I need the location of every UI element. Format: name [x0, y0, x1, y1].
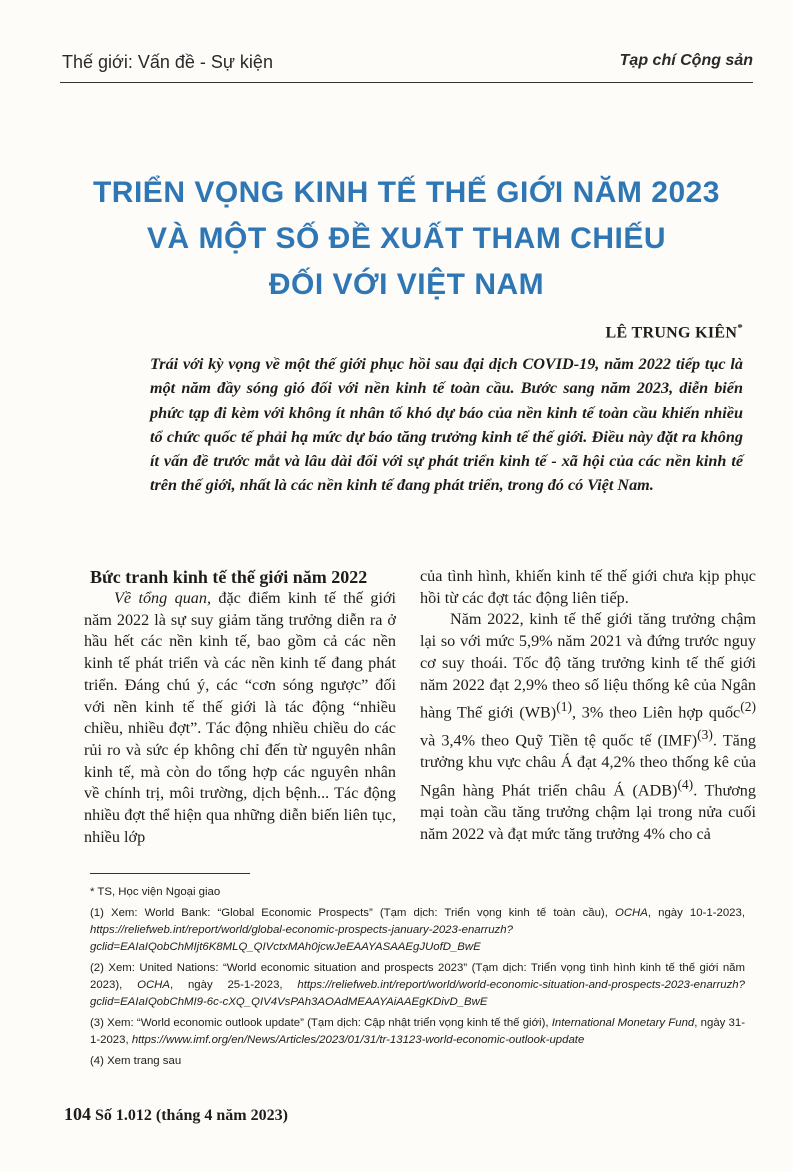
author-footnote-mark: *: [737, 322, 743, 334]
footnote-author: * TS, Học viện Ngoại giao: [90, 886, 221, 898]
issue-label: Số 1.012 (tháng 4 năm 2023): [95, 1107, 288, 1124]
footnote-text: , ngày 31-1-2023,: [90, 1017, 746, 1046]
footnote-ref-3[interactable]: (3): [697, 727, 713, 743]
running-header-section: Thế giới: Vấn đề - Sự kiện: [62, 52, 273, 72]
author-name: LÊ TRUNG KIÊN: [605, 324, 738, 342]
running-header-journal: Tạp chí Cộng sản: [619, 52, 753, 69]
paragraph-text: . Tăng trưởng khu vực châu Á đạt 4,2% theo thống kê của Ngân hàng Phát triển châu Á (ADB): [420, 731, 757, 800]
footnote-2: [90, 960, 745, 1011]
paragraph-text: đặc điểm kinh tế thế giới năm 2022 là sự suy giảm tăng trưởng diễn ra ở hầu hết các nền kinh tế, bao gồm cả các nền kinh tế phát triển và các nền kinh tế đang phát triển. Đáng chú ý, các “cơn sóng ngược” đối với nền kinh tế thế giới là tác động “nhiều chiều, nhiều đợt”. Tác động nhiều chiều do các rủi ro và sức ép không chỉ đến từ nguyên nhân kinh tế, mà còn do tổng hợp các nguyên nhân về chính trị, môi trường, dịch bệnh... Tác động nhiều đợt thể hiện qua những diễn biến liên tục, nhiều lớp: [84, 589, 396, 846]
lead-phrase: Về tổng quan,: [114, 589, 212, 607]
footnote-text: (2) Xem: United Nations: “World economic situation and prospects 2023” (Tạm dịch: Triển vọng tình hình kinh tế thế giới năm 2023),: [90, 962, 745, 991]
page-footer: [64, 1104, 288, 1125]
footnote-url[interactable]: https://www.imf.org/en/News/Articles/2023/01/31/tr-13123-world-economic-outlook-update: [131, 1034, 585, 1046]
footnotes: [90, 884, 745, 1074]
footnote-source: OCHA: [137, 979, 171, 991]
footnote-text: (3) Xem: “World economic outlook update” (Tạm dịch: Cập nhật triển vọng kinh tế thế giới),: [90, 1017, 552, 1029]
body-paragraph-2: [420, 609, 756, 845]
title-line-2: VÀ MỘT SỐ ĐỀ XUẤT THAM CHIẾU: [146, 222, 666, 255]
footnote-ref-1[interactable]: (1): [556, 699, 572, 715]
footnote-text: , ngày 10-1-2023,: [647, 907, 745, 919]
body-paragraph-continuation: của tình hình, khiến kinh tế thế giới chưa kịp phục hồi từ các đợt tác động liên tiếp.: [420, 567, 756, 607]
footnote-1: [90, 905, 745, 956]
paragraph-text: , 3% theo Liên hợp quốc: [571, 703, 741, 722]
footnote-source: International Monetary Fund: [551, 1017, 695, 1029]
footnote-url[interactable]: https://reliefweb.int/report/world/global-economic-prospects-january-2023-enarruzh?gclid=EAIaIQobChMIjt6K8MLQ_QIVctxMAh0jcwJeEAAYASAAEgJUofD_BwE: [90, 924, 513, 953]
title-line-3: ĐỐI VỚI VIỆT NAM: [268, 268, 545, 301]
paragraph-text: và 3,4% theo Quỹ Tiền tệ quốc tế (IMF): [420, 731, 698, 750]
body-column-left: [84, 566, 396, 848]
header-divider: [60, 82, 753, 83]
footnote-ref-4[interactable]: (4): [677, 777, 694, 793]
page-number: 104: [64, 1104, 91, 1124]
article-title: [60, 170, 753, 308]
footnote-4: (4) Xem trang sau: [90, 1055, 182, 1067]
paragraph-text: . Thương mại toàn cầu tăng trưởng chậm lại trong nửa cuối năm 2022 và đạt mức tăng trưởng 4% cho cả: [420, 781, 756, 843]
footnote-text: , ngày 25-1-2023,: [170, 979, 298, 991]
footnote-text: (1) Xem: World Bank: “Global Economic Prospects” (Tạm dịch: Triển vọng kinh tế toàn cầu),: [90, 907, 615, 919]
footnote-divider: [90, 873, 250, 874]
section-heading: Bức tranh kinh tế thế giới năm 2022: [90, 567, 368, 587]
footnote-3: [90, 1015, 745, 1049]
author-byline: [606, 322, 743, 342]
footnote-source: OCHA: [614, 907, 648, 919]
body-column-right: [420, 566, 756, 846]
article-abstract: Trái với kỳ vọng về một thế giới phục hồi sau đại dịch COVID-19, năm 2022 tiếp tục là một năm đầy sóng gió đối với nền kinh tế toàn cầu. Bước sang năm 2023, diễn biến phức tạp đi kèm với không ít nhân tố khó dự báo của nền kinh tế toàn cầu khiến nhiều tổ chức quốc tế phải hạ mức dự báo tăng trưởng kinh tế thế giới. Điều này đặt ra không ít vấn đề trước mắt và lâu dài đối với sự phát triển kinh tế - xã hội của các nền kinh tế trên thế giới, nhất là các nền kinh tế đang phát triển, trong đó có Việt Nam.: [150, 355, 743, 495]
footnote-ref-2[interactable]: (2): [740, 699, 756, 715]
footnote-url[interactable]: https://reliefweb.int/report/world/world-economic-situation-and-prospects-2023-enarruzh?gclid=EAIaIQobChMI9-6c-cXQ_QIV4VsPAh3AOAdMEAAYAiAAEgKDivD_BwE: [90, 979, 745, 1008]
body-paragraph-1: [84, 588, 396, 848]
paragraph-text: Năm 2022, kinh tế thế giới tăng trưởng chậm lại so với mức 5,9% năm 2021 và đứng trước nguy cơ suy thoái. Tốc độ tăng trưởng kinh tế thế giới năm 2022 đạt 2,9% theo số liệu thống kê của Ngân hàng Thế giới (WB): [420, 610, 756, 722]
title-line-1: TRIỂN VỌNG KINH TẾ THẾ GIỚI NĂM 2023: [92, 176, 720, 209]
